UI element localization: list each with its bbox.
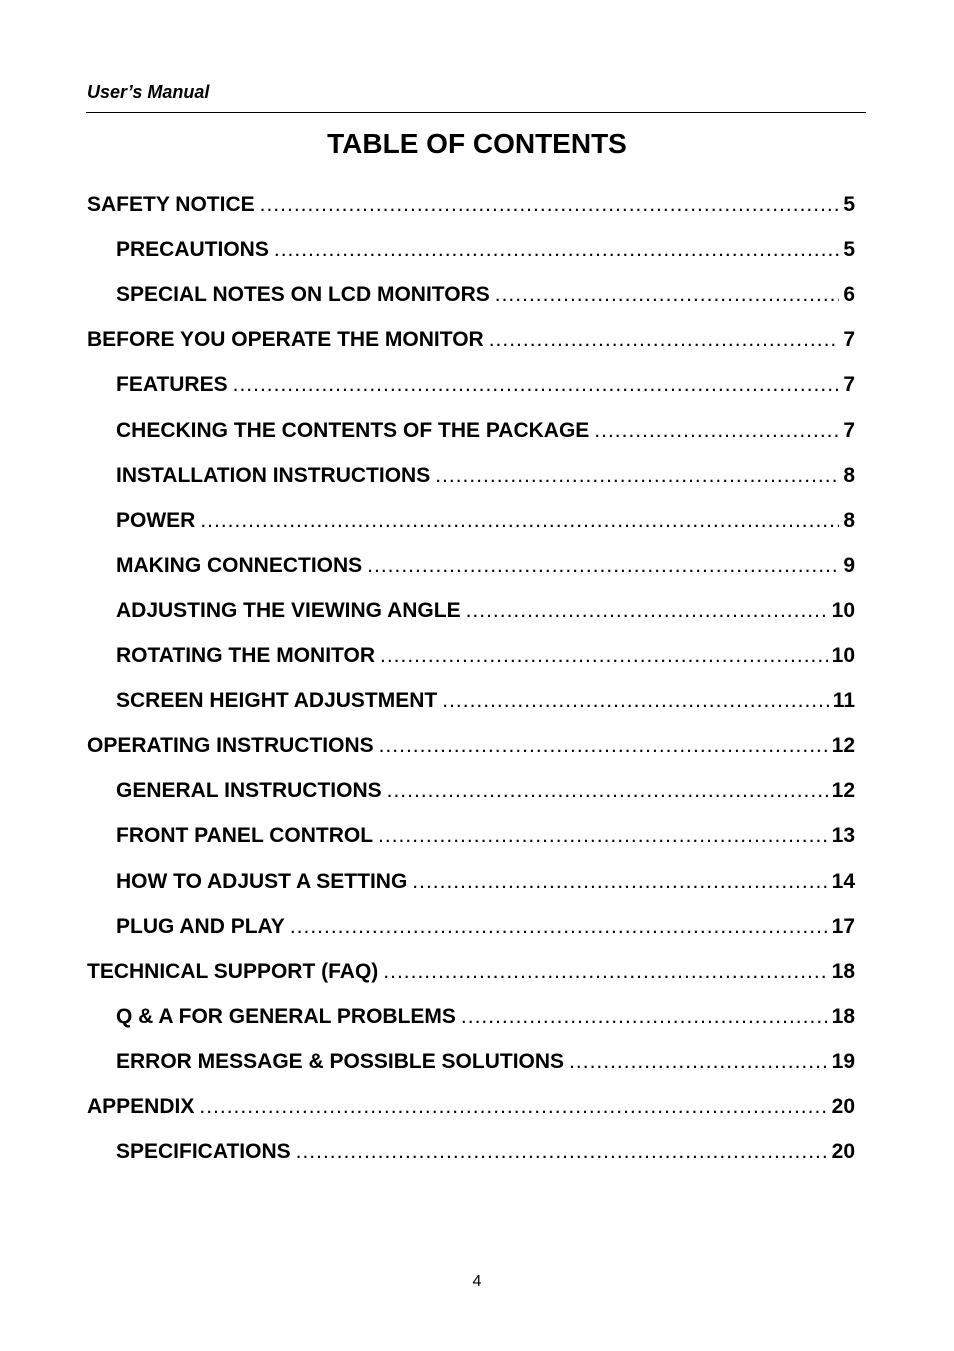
toc-entry-page: 14: [831, 870, 855, 893]
toc-subsection-entry: [116, 418, 855, 444]
toc-subsection-entry: [116, 1139, 855, 1165]
toc-entry-title: SPECIFICATIONS: [116, 1140, 291, 1163]
toc-entry-title: PRECAUTIONS: [116, 238, 269, 261]
toc-subsection-entry: [116, 372, 855, 398]
toc-dot-leader: [435, 463, 839, 489]
toc-entry-page: 6: [843, 283, 855, 306]
toc-dot-leader: [594, 418, 839, 444]
toc-dot-leader: [569, 1049, 828, 1075]
toc-entry-title: APPENDIX: [87, 1095, 195, 1118]
toc-entry-page: 12: [831, 779, 855, 802]
toc-entry-title: INSTALLATION INSTRUCTIONS: [116, 464, 431, 487]
toc-dot-leader: [442, 688, 829, 714]
toc-entry-page: 13: [831, 824, 855, 847]
toc-entry-page: 9: [843, 554, 855, 577]
toc-dot-leader: [200, 508, 839, 534]
toc-entry-title: SCREEN HEIGHT ADJUSTMENT: [116, 689, 438, 712]
toc-entry-page: 10: [831, 599, 855, 622]
toc-entry-title: ERROR MESSAGE & POSSIBLE SOLUTIONS: [116, 1050, 565, 1073]
toc-entry-title: HOW TO ADJUST A SETTING: [116, 870, 408, 893]
toc-entry-page: 18: [831, 960, 855, 983]
toc-entry-page: 10: [831, 644, 855, 667]
toc-entry-page: 7: [843, 328, 855, 351]
toc-entry-title: GENERAL INSTRUCTIONS: [116, 779, 382, 802]
toc-dot-leader: [495, 282, 840, 308]
toc-entry-page: 19: [831, 1050, 855, 1073]
toc-entry-page: 8: [843, 464, 855, 487]
toc-dot-leader: [296, 1139, 828, 1165]
toc-dot-leader: [489, 327, 840, 353]
toc-section-entry: [87, 327, 855, 353]
toc-dot-leader: [380, 643, 828, 669]
toc-entry-page: 8: [843, 509, 855, 532]
toc-entry-title: OPERATING INSTRUCTIONS: [87, 734, 374, 757]
toc-subsection-entry: [116, 823, 855, 849]
toc-dot-leader: [461, 1004, 828, 1030]
running-header: User’s Manual: [87, 82, 210, 102]
toc-dot-leader: [378, 823, 828, 849]
toc-subsection-entry: [116, 688, 855, 714]
toc-entry-page: 18: [831, 1005, 855, 1028]
toc-entry-title: SPECIAL NOTES ON LCD MONITORS: [116, 283, 490, 306]
toc-subsection-entry: [116, 643, 855, 669]
toc-entry-title: Q & A FOR GENERAL PROBLEMS: [116, 1005, 456, 1028]
toc-section-entry: [87, 192, 855, 218]
toc-entry-title: MAKING CONNECTIONS: [116, 554, 363, 577]
toc-subsection-entry: [116, 778, 855, 804]
toc-subsection-entry: [116, 869, 855, 895]
toc-entry-title: FEATURES: [116, 373, 228, 396]
toc-dot-leader: [367, 553, 839, 579]
toc-entry-page: 20: [831, 1095, 855, 1118]
toc-subsection-entry: [116, 1049, 855, 1075]
toc-entry-page: 7: [843, 419, 855, 442]
toc-entry-title: FRONT PANEL CONTROL: [116, 824, 374, 847]
footer-page-number: 4: [472, 1273, 482, 1290]
toc-dot-leader: [466, 598, 828, 624]
toc-entry-title: BEFORE YOU OPERATE THE MONITOR: [87, 328, 484, 351]
toc-entry-title: ADJUSTING THE VIEWING ANGLE: [116, 599, 461, 622]
toc-entry-title: CHECKING THE CONTENTS OF THE PACKAGE: [116, 419, 590, 442]
toc-subsection-entry: [116, 914, 855, 940]
toc-entry-page: 5: [843, 193, 855, 216]
toc-subsection-entry: [116, 282, 855, 308]
toc-subsection-entry: [116, 1004, 855, 1030]
toc-subsection-entry: [116, 237, 855, 263]
toc-dot-leader: [290, 914, 828, 940]
toc-dot-leader: [233, 372, 840, 398]
page-title: TABLE OF CONTENTS: [327, 128, 627, 159]
toc-dot-leader: [199, 1094, 827, 1120]
toc-entry-title: POWER: [116, 509, 196, 532]
toc-section-entry: [87, 959, 855, 985]
toc-dot-leader: [387, 778, 828, 804]
toc-entry-title: SAFETY NOTICE: [87, 193, 255, 216]
toc-dot-leader: [274, 237, 839, 263]
toc-entry-title: ROTATING THE MONITOR: [116, 644, 375, 667]
toc-section-entry: [87, 1094, 855, 1120]
toc-subsection-entry: [116, 598, 855, 624]
toc-entry-page: 12: [831, 734, 855, 757]
toc-dot-leader: [379, 733, 828, 759]
toc-entry-page: 20: [831, 1140, 855, 1163]
toc-dot-leader: [383, 959, 827, 985]
toc-subsection-entry: [116, 508, 855, 534]
toc-dot-leader: [260, 192, 840, 218]
toc-entry-page: 5: [843, 238, 855, 261]
toc-section-entry: [87, 733, 855, 759]
toc-entry-title: TECHNICAL SUPPORT (FAQ): [87, 960, 379, 983]
toc-entry-page: 7: [843, 373, 855, 396]
toc-subsection-entry: [116, 463, 855, 489]
toc-entry-title: PLUG AND PLAY: [116, 915, 285, 938]
toc-subsection-entry: [116, 553, 855, 579]
toc-dot-leader: [412, 869, 827, 895]
toc-entry-page: 17: [831, 915, 855, 938]
toc-entry-page: 11: [832, 689, 855, 712]
